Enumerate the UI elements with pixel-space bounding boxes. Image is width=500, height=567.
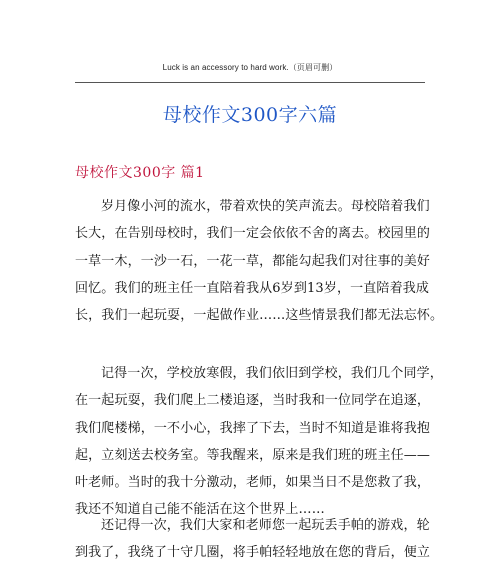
paragraph-line: 长大，在告别母校时，我们一定会依依不舍的离去。校园里的 [75,226,431,242]
paragraph-line: 我们爬楼梯，一不小心，我摔了下去，当时不知道是谁将我抱 [75,420,431,436]
paragraph-line: 我还不知道自己能不能活在这个世界上…… [75,502,325,518]
paragraph-line: 岁月像小河的流水，带着欢快的笑声流去。母校陪着我们 [101,199,430,214]
paragraph-line: 一草一木，一沙一石，一花一草，都能勾起我们对往事的美好 [75,253,431,269]
paragraph-line: 起，立刻送去校务室。等我醒来，原来是我们班的班主任—— [75,447,431,463]
paragraph-line: 叶老师。当时的我十分激动，老师，如果当日不是您救了我， [75,475,431,491]
paragraph-line: 长，我们一起玩耍，一起做作业……这些情景我们都无法忘怀。 [75,308,444,324]
paragraph-line: 记得一次，学校放寒假，我们依旧到学校，我们几个同学， [101,366,443,381]
section-heading: 母校作文300字 篇1 [75,165,205,181]
header-divider [75,82,425,83]
paragraph-1 [75,193,444,329]
paragraph-line: 在一起玩耍，我们爬上二楼追逐，当时我和一位同学在追逐， [75,393,431,409]
page-header: Luck is an accessory to hard work.（页眉可删） [162,63,338,72]
paragraph-line: 回忆。我们的班主任一直陪着我从6岁到13岁，一直陪着我成 [75,280,430,296]
paragraph-2 [75,360,443,524]
document-title: 母校作文300字六篇 [162,104,338,126]
paragraph-line: 还记得一次，我们大家和老师您一起玩丢手帕的游戏，轮 [101,518,430,533]
paragraph-3 [75,512,431,567]
paragraph-line: 到我了，我绕了十守几圈，将手帕轻轻地放在您的背后，便立 [75,545,431,561]
